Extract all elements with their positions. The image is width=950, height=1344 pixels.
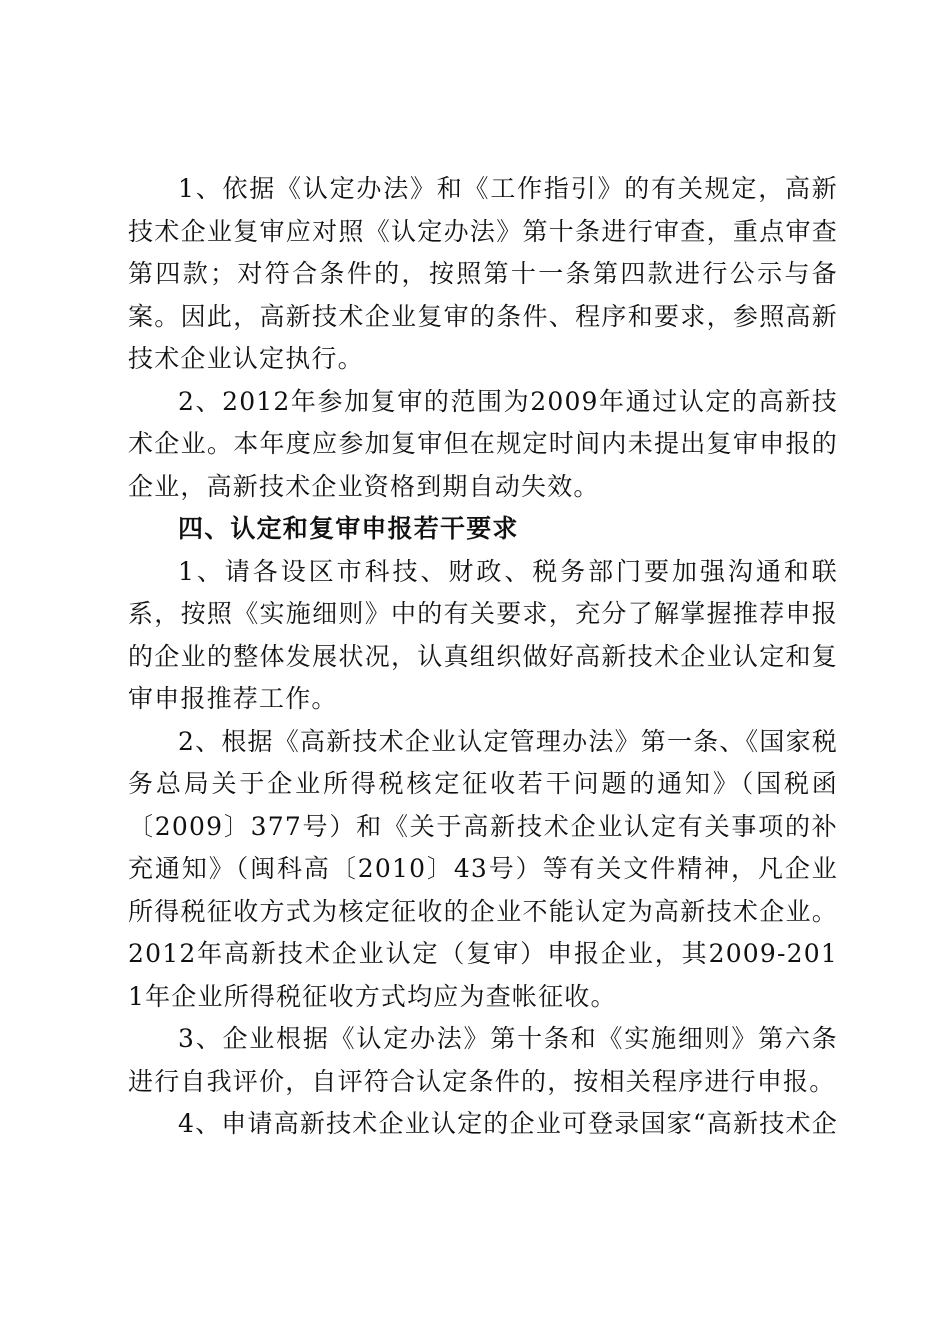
paragraph-requirement-4: 4、申请高新技术企业认定的企业可登录国家“高新技术企 — [178, 1109, 838, 1138]
paragraph-requirement-3: 3、企业根据《认定办法》第十条和《实施细则》第六条进行自我评价，自评符合认定条件的，按相关程序进行申报。 — [128, 1024, 838, 1096]
paragraph-review-scope: 2、2012年参加复审的范围为2009年通过认定的高新技术企业。本年度应参加复审但在规定时间内未提出复审申报的企业，高新技术企业资格到期自动失效。 — [128, 386, 838, 501]
paragraph-requirement-1: 1、请各设区市科技、财政、税务部门要加强沟通和联系，按照《实施细则》中的有关要求，充分了解掌握推荐申报的企业的整体发展状况，认真组织做好高新技术企业认定和复审申报推荐工作。 — [128, 556, 838, 713]
paragraph-review-basis: 1、依据《认定办法》和《工作指引》的有关规定，高新技术企业复审应对照《认定办法》第十条进行审查，重点审查第四款；对符合条件的，按照第十一条第四款进行公示与备案。因此，高新技术企业复审的条件、程序和要求，参照高新技术企业认定执行。 — [128, 174, 838, 373]
document-body — [128, 168, 838, 1146]
section-heading: 四、认定和复审申报若干要求 — [178, 514, 519, 543]
paragraph-requirement-2: 2、根据《高新技术企业认定管理办法》第一条、《国家税务总局关于企业所得税核定征收若干问题的通知》（国税函〔2009〕377号）和《关于高新技术企业认定有关事项的补充通知》（闽科高〔2010〕43号）等有关文件精神，凡企业所得税征收方式为核定征收的企业不能认定为高新技术企业。2012年高新技术企业认定（复审）申报企业，其2009-2011年企业所得税征收方式均应为查帐征收。 — [128, 726, 838, 1011]
